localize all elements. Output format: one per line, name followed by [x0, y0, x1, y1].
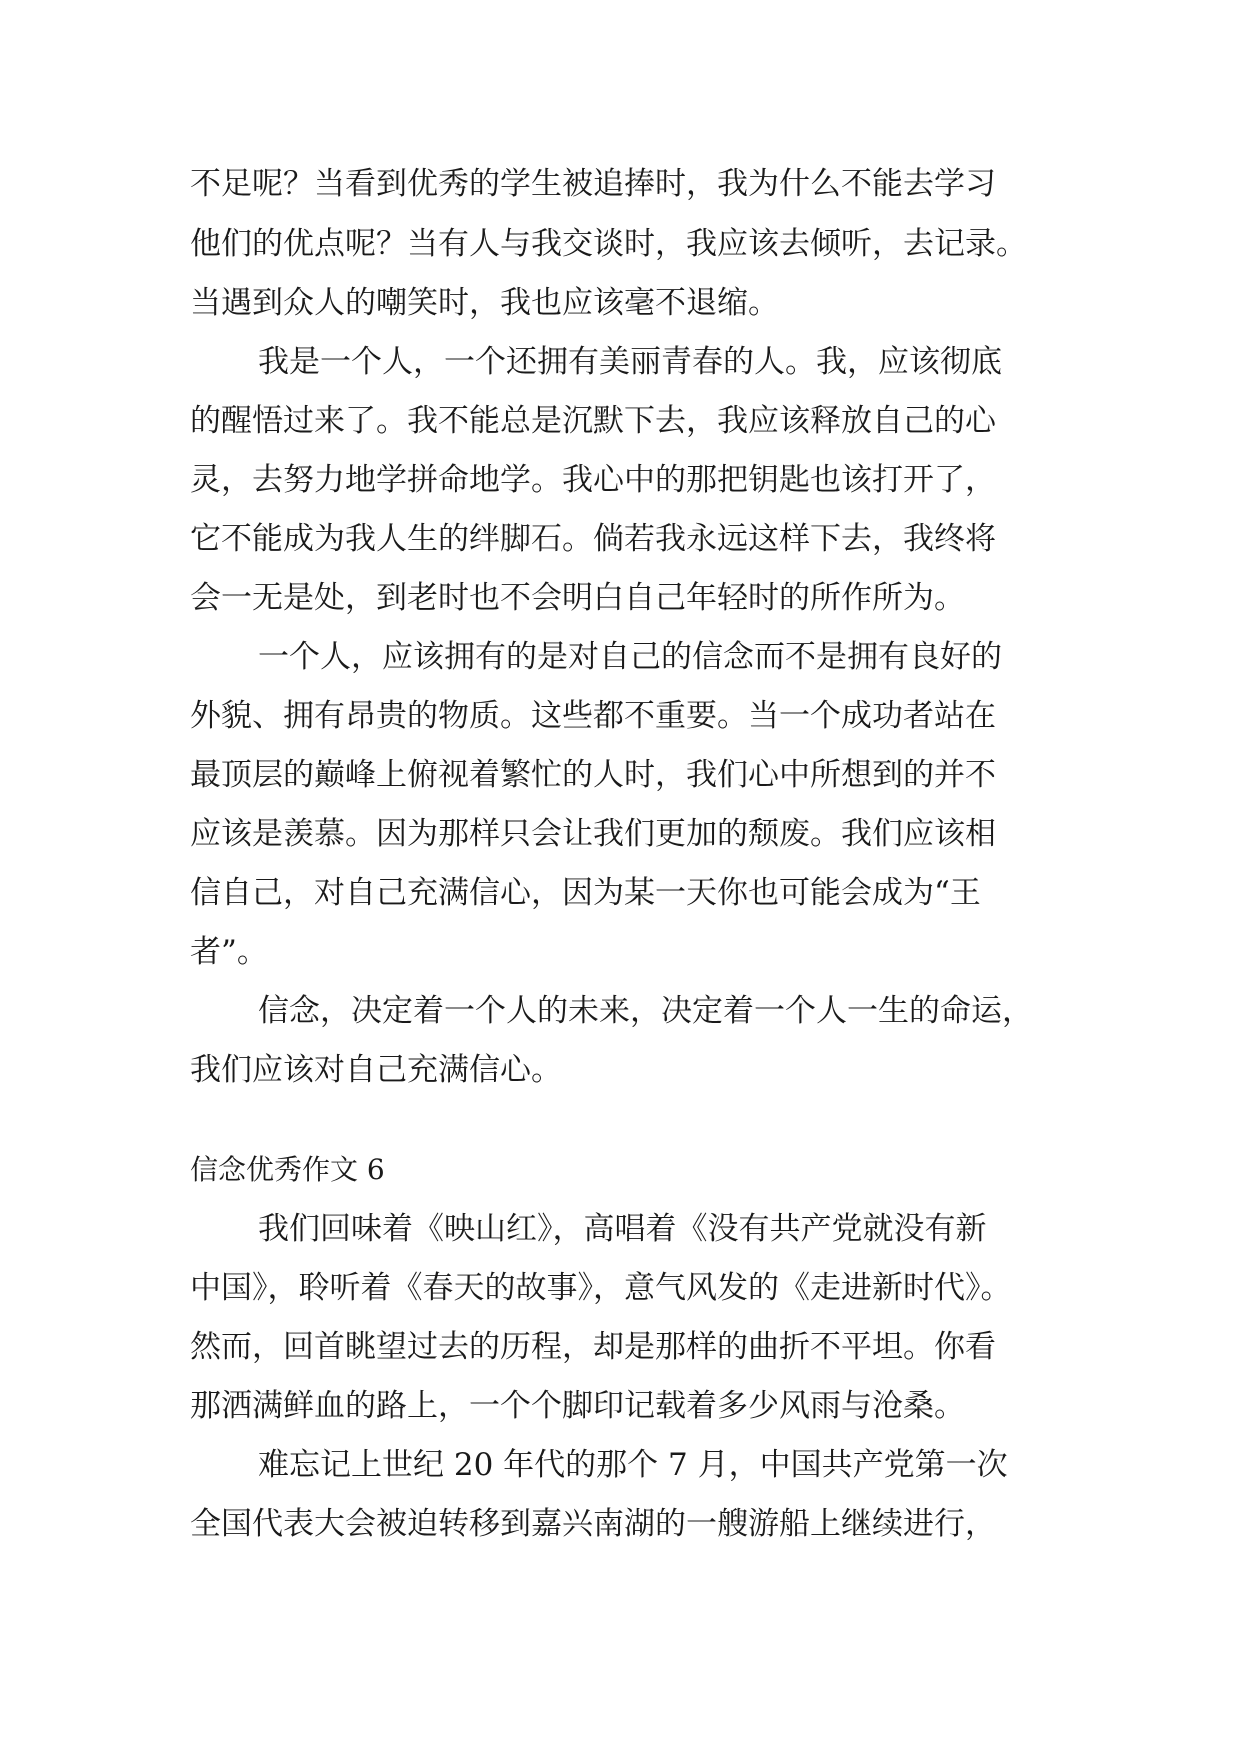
paragraph-line: 那洒满鲜血的路上，一个个脚印记载着多少风雨与沧桑。 — [190, 1388, 965, 1424]
paragraph-line: 信念，决定着一个人的未来，决定着一个人一生的命运， — [258, 993, 1033, 1029]
paragraph-line: 者”。 — [190, 934, 268, 970]
paragraph-line: 中国》，聆听着《春天的故事》，意气风发的《走进新时代》。 — [190, 1270, 1012, 1306]
paragraph-line: 它不能成为我人生的绊脚石。倘若我永远这样下去，我终将 — [190, 521, 996, 557]
paragraph-line: 我是一个人，一个还拥有美丽青春的人。我，应该彻底 — [258, 344, 1002, 380]
paragraph-line: 我们回味着《映山红》，高唱着《没有共产党就没有新 — [258, 1211, 987, 1247]
paragraph-line: 难忘记上世纪 20 年代的那个 7 月，中国共产党第一次 — [258, 1447, 1008, 1483]
paragraph-line: 会一无是处，到老时也不会明白自己年轻时的所作所为。 — [190, 580, 965, 616]
section-heading: 信念优秀作文 6 — [190, 1153, 385, 1186]
paragraph-line: 他们的优点呢？当有人与我交谈时，我应该去倾听，去记录。 — [190, 226, 1027, 262]
paragraph-line: 信自己，对自己充满信心，因为某一天你也可能会成为“王 — [190, 875, 981, 911]
paragraph-line: 不足呢？当看到优秀的学生被追捧时，我为什么不能去学习 — [190, 166, 996, 202]
paragraph-line: 外貌、拥有昂贵的物质。这些都不重要。当一个成功者站在 — [190, 698, 996, 734]
paragraph-line: 然而，回首眺望过去的历程，却是那样的曲折不平坦。你看 — [190, 1329, 996, 1365]
paragraph-line: 应该是羡慕。因为那样只会让我们更加的颓废。我们应该相 — [190, 816, 996, 852]
paragraph-line: 一个人，应该拥有的是对自己的信念而不是拥有良好的 — [258, 639, 1002, 675]
paragraph-line: 全国代表大会被迫转移到嘉兴南湖的一艘游船上继续进行， — [190, 1506, 996, 1542]
paragraph-line: 我们应该对自己充满信心。 — [190, 1052, 562, 1088]
paragraph-line: 最顶层的巅峰上俯视着繁忙的人时，我们心中所想到的并不 — [190, 757, 996, 793]
paragraph-line: 的醒悟过来了。我不能总是沉默下去，我应该释放自己的心 — [190, 403, 996, 439]
paragraph-line: 当遇到众人的嘲笑时，我也应该毫不退缩。 — [190, 285, 779, 321]
paragraph-line: 灵，去努力地学拼命地学。我心中的那把钥匙也该打开了， — [190, 462, 996, 498]
